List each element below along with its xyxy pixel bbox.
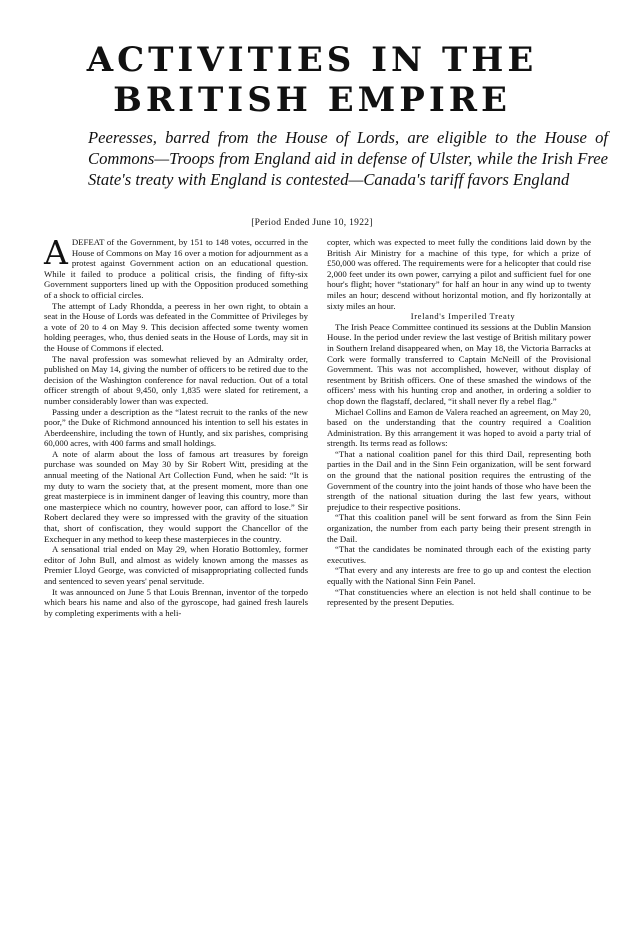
paragraph: The attempt of Lady Rhondda, a peeress in her own right, to obtain a seat in the House of Lords was defeated in the Committee of Privileges by a vote of 20 to 4 on May 9. This decision affected some twenty women holding peerages, who, thus denied seats in the House of Lords, may sit in the House of Commons if elected. xyxy=(44,300,308,353)
paragraph: “That a national coalition panel for this third Dail, representing both parties in the Dail and in the Sinn Fein organization, will be sent forward on the ground that the national position requires the entrusting of the Government of the country into the joint hands of those who have been the strength of the national situation during the last few years, without prejudice to their respective positions. xyxy=(327,448,591,512)
paragraph: Michael Collins and Eamon de Valera reached an agreement, on May 20, based on the understanding that the country required a Coalition Administration. By this arrangement it was hoped to avoid a party trial of strength. Its terms read as follows: xyxy=(327,406,591,449)
paragraph xyxy=(44,233,308,301)
right-column xyxy=(327,237,591,608)
headline-line-1: ACTIVITIES IN THE xyxy=(86,40,538,80)
left-column xyxy=(44,233,308,618)
paragraph: Passing under a description as the “latest recruit to the ranks of the new poor,” the Duke of Richmond announced his intention to sell his estates in Aberdeenshire, including the town of Huntly, and six parishes, comprising 60,000 acres, with 400 farms and small holdings. xyxy=(44,406,308,449)
paragraph: It was announced on June 5 that Louis Brennan, inventor of the torpedo which bears his name and also of the gyroscope, had gained fresh laurels by completing experiments with a heli- xyxy=(44,586,308,618)
paragraph: “That this coalition panel will be sent forward as from the Sinn Fein organization, the number from each party being their present strength in the Dail. xyxy=(327,512,591,544)
paragraph: “That every and any interests are free to go up and contest the election equally with the National Sinn Fein Panel. xyxy=(327,565,591,586)
paragraph: “That constituencies where an election is not held shall continue to be represented by the present Deputies. xyxy=(327,586,591,608)
dateline: [Period Ended June 10, 1922] xyxy=(251,218,373,228)
paragraph: A sensational trial ended on May 29, when Horatio Bottomley, former editor of John Bull, and almost as widely known among the masses as Premier Lloyd George, was convicted of misappropriating collected funds and sentenced to seven years' penal servitude. xyxy=(44,544,308,586)
paragraph: The naval profession was somewhat relieved by an Admiralty order, published on May 14, giving the number of officers to be retired due to the decision of the Washington conference for naval reduction. Out of a total officer strength of about 9,450, only 1,835 were slated for retirement, a number considerably lower than was expected. xyxy=(44,353,308,406)
headline-line-2: BRITISH EMPIRE xyxy=(113,80,511,120)
paragraph: The Irish Peace Committee continued its sessions at the Dublin Mansion House. In the period under review the last vestige of British military power in Southern Ireland disappeared when, on May 18, the Victoria Barracks at Cork were formally transferred to Captain McNeill of the Provisional Government. This was not accomplished, however, without display of resentment by British officers. One of these smashed the windows of the officers' mess with his hunting crop and another, in ordering a soldier to chop down the flagstaff, declared, “it shall never fly a rebel flag.” xyxy=(327,321,591,406)
drop-cap: A xyxy=(44,233,68,272)
paragraph: “That the candidates be nominated through each of the existing party executives. xyxy=(327,544,591,565)
paragraph: copter, which was expected to meet fully the conditions laid down by the British Air Ministry for a machine of this type, for which a prize of £50,000 was offered. The requirements were for a helicopter that could rise 2,000 feet under its own power, carrying a pilot and sufficient fuel for one hour's flight; hover “stationary” for half an hour in any wind up to twenty miles an hour; descend without horizontal motion, and fly horizontally at sixty miles an hour. xyxy=(327,237,591,311)
section-subhead: Ireland's Imperiled Treaty xyxy=(410,311,516,322)
paragraph: A note of alarm about the loss of famous art treasures by foreign purchase was sounded on May 30 by Sir Robert Witt, presiding at the annual meeting of the National Art Collection Fund, when he said: “It is my duty to warn the society that, at the present moment, more than one great masterpiece is in imminent danger of leaving this country, more than one masterpiece which no country, however poor, can afford to lose.” Sir Robert declared they were so impressed with the gravity of the situation that, short of confiscation, they would support the Chancellor of the Exchequer in any method to keep these masterpieces in the country. xyxy=(44,448,308,544)
deck-subtitle: Peeresses, barred from the House of Lords, are eligible to the House of Commons—Troops from England aid in defense of Ulster, while the Irish Free State's treaty with England is contested—Canada's tariff favors England xyxy=(88,128,608,189)
paragraph-text: DEFEAT of the Government, by 151 to 148 votes, occurred in the House of Commons on May 16 over a motion for adjournment as a protest against Government action on an educational question. While it failed to produce a political crisis, the finding of fifty-six Government supporters lined up with the Opposition produced something of a shock to official circles. xyxy=(44,237,308,300)
